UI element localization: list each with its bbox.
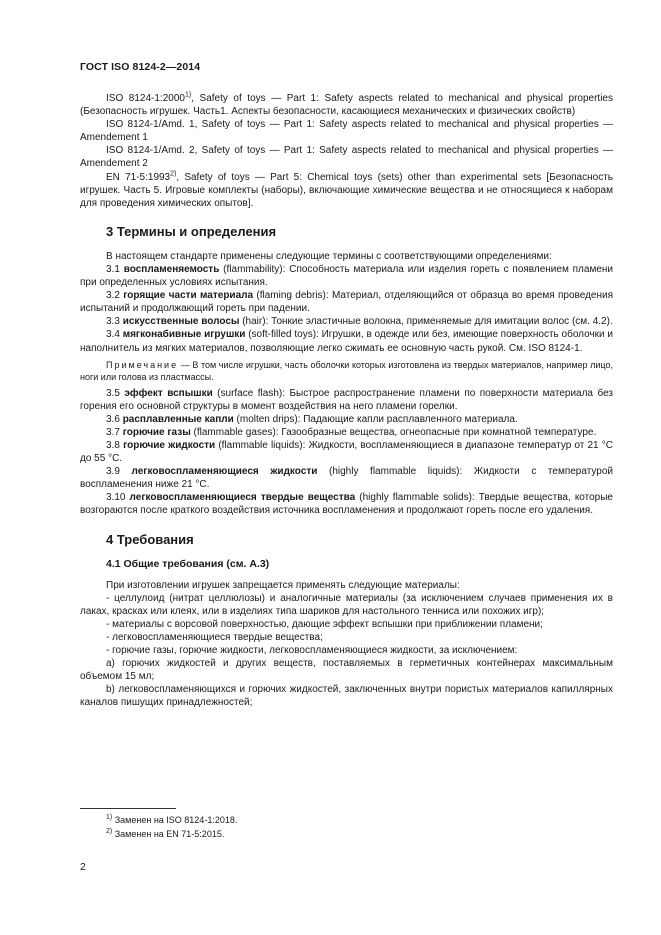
reference-item: EN 71-5:1993$^{2)}$, Safety of toys — Part 5: Chemical toys (sets) other than experimental sets [Безопасность игрушек. Часть 5. Игровые комплекты (наборы), включающие химические вещества и не относящиеся к наборам для проведения химических опытов]. (80, 170, 613, 209)
requirement-paragraph: При изготовлении игрушек запрещается применять следующие материалы: (106, 579, 460, 591)
term-definition: 3.5 эффект вспышки (surface flash): Быстрое распространение пламени по поверхности материала без горения его основной структуры в момент воздействия на него пламени горелки. (80, 387, 613, 412)
term-definition: 3.1 воспламеняемость (flammability): Способность материала или изделия гореть с появлением пламени при определенных условиях испытания. (80, 263, 613, 289)
term-definition: 3.8 горючие жидкости (flammable liquids): Жидкости, воспламеняющиеся в диапазоне температур от 21 °С до 55 °С. (80, 439, 613, 465)
reference-item: ISO 8124-1/Amd. 2, Safety of toys — Part 1: Safety aspects related to mechanical and physical properties — Amendement 2 (80, 145, 613, 170)
term-definition: 3.7 горючие газы (flammable gases): Газообразные вещества, огнеопасные при комнатной температуре. (106, 426, 597, 438)
document-body (80, 92, 613, 709)
footnotes (106, 813, 237, 841)
requirement-paragraph: - горючие газы, горючие жидкости, легковоспламеняющиеся жидкости, за исключением: (106, 645, 518, 656)
page-number: 2 (80, 861, 86, 873)
reference-item: ISO 8124-1/Amd. 1, Safety of toys — Part 1: Safety aspects related to mechanical and physical properties — Amendement 1 (80, 119, 613, 144)
section-3-heading: 3 Термины и определения (106, 223, 277, 239)
requirement-paragraph: - целлулоид (нитрат целлюлозы) и аналогичные материалы (за исключением случаев применения их в лаках, красках или клеях, или в изделиях типа шариков для настольного тенниса или похожих игр); (80, 592, 613, 617)
term-definition: 3.9 легковоспламеняющиеся жидкости (highly flammable liquids): Жидкости с температурой воспламенения ниже 21 °С. (80, 466, 614, 491)
term-definition: 3.6 расплавленные капли (molten drips): Падающие капли расплавленного материала. (106, 413, 518, 425)
section-4-body (80, 579, 613, 710)
section-3-body (80, 250, 613, 518)
section-4-heading: 4 Требования (106, 531, 194, 547)
requirement-paragraph: b) легковоспламеняющихся и горючих жидкостей, заключенных внутри пористых материалов капиллярных каналов пишущих принадлежностей; (80, 684, 613, 709)
requirement-paragraph: а) горючих жидкостей и других веществ, поставляемых в герметичных контейнерах максимальным объемом 15 мл; (80, 658, 613, 683)
footnote-divider (80, 808, 176, 809)
references-list (80, 92, 613, 210)
reference-item: ISO 8124-1:2000$^{1)}$, Safety of toys — Part 1: Safety aspects related to mechanical and physical properties (Безопасность игрушек. Часть1. Аспекты безопасности, касающиеся механических и физических свойств) (80, 91, 613, 118)
subsection-4-1-heading: 4.1 Общие требования (см. А.3) (106, 557, 270, 570)
requirement-paragraph: - материалы с ворсовой поверхностью, дающие эффект вспышки при приближении пламени; (106, 618, 543, 630)
term-definition: 3.2 горящие части материала (flaming debris): Материал, отделяющийся от образца во время проведения испытаний и продолжающий гореть при падении. (80, 290, 613, 315)
term-note: Примечание — В том числе игрушки, часть оболочки которых изготовлена из твердых материалов, например лицо, ноги или голова из пластмассы. (80, 359, 613, 382)
section-3-intro: В настоящем стандарте применены следующие термины с соответствующими определениями: (106, 250, 552, 262)
footnote-item: $^{2)}$ Заменен на EN 71-5:2015. (106, 828, 225, 839)
footnote-item: $^{1)}$ Заменен на ISO 8124-1:2018. (106, 814, 238, 825)
document-header: ГОСТ ISO 8124-2—2014 (80, 61, 201, 73)
term-definition: 3.4 мягконабивные игрушки (soft-filled toys): Игрушки, в одежде или без, имеющие поверхность оболочки и наполнитель из мягких материалов, позволяющие легко сжимать ее основную часть рукой. См. ISO 8124-1. (80, 329, 613, 354)
requirement-paragraph: - легковоспламеняющиеся твердые вещества; (106, 631, 323, 643)
term-definition: 3.10 легковоспламеняющиеся твердые вещества (highly flammable solids): Твердые вещества, которые возгораются после краткого воздействия источника воспламенения и продолжают гореть после его удаления. (80, 492, 613, 517)
term-definition: 3.3 искусственные волосы (hair): Тонкие эластичные волокна, применяемые для имитации волос (см. 4.2). (106, 316, 613, 328)
